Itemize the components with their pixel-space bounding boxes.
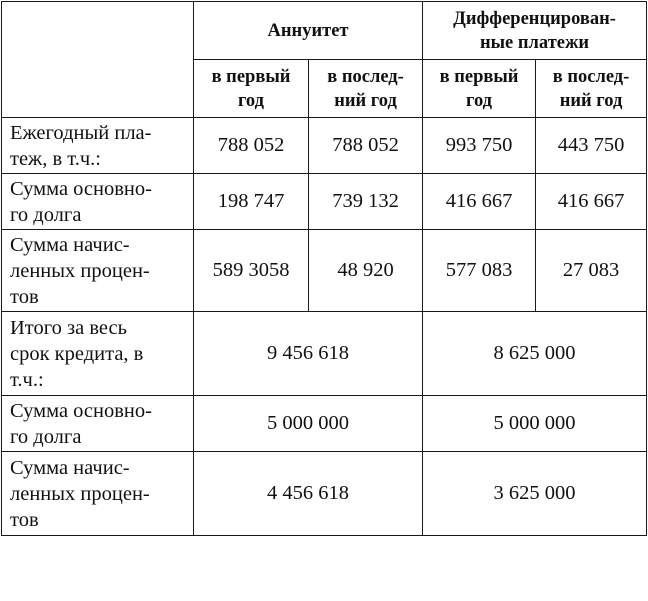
cell-annuity-first-year: 589 3058 (194, 230, 309, 312)
row-label-line: го долга (10, 203, 82, 226)
header-annuity-first-year (194, 60, 309, 118)
row-label-line: ленных процен- (10, 482, 150, 505)
cell-annuity-total: 4 456 618 (194, 452, 423, 536)
row-label (2, 452, 194, 536)
cell-differentiated-total: 8 625 000 (423, 312, 647, 396)
row-label-line: Сумма начис- (10, 456, 130, 479)
header-differentiated (423, 2, 647, 60)
row-label (2, 396, 194, 452)
header-differentiated-first-year (423, 60, 536, 118)
table-row-total-principal (2, 396, 647, 452)
loan-comparison-table (1, 1, 647, 536)
header-last-year-line2: ний год (559, 90, 623, 111)
cell-annuity-total: 9 456 618 (194, 312, 423, 396)
header-annuity-last-year (309, 60, 423, 118)
cell-annuity-first-year: 198 747 (194, 174, 309, 230)
cell-differentiated-last-year: 416 667 (536, 174, 647, 230)
table-row-interest (2, 230, 647, 312)
cell-differentiated-first-year: 416 667 (423, 174, 536, 230)
header-first-year-line2: год (466, 90, 493, 111)
table-row-principal (2, 174, 647, 230)
header-last-year-line1: в послед- (327, 66, 404, 87)
cell-differentiated-last-year: 27 083 (536, 230, 647, 312)
table-row-total-interest (2, 452, 647, 536)
row-label-line: Сумма основно- (10, 399, 152, 422)
row-label-line: срок кредита, в (10, 342, 144, 365)
row-label-line: ленных процен- (10, 259, 150, 282)
row-label (2, 230, 194, 312)
row-label-line: т.ч.: (10, 368, 44, 391)
cell-annuity-first-year: 788 052 (194, 118, 309, 174)
row-label-line: го долга (10, 425, 82, 448)
row-label-line: теж, в т.ч.: (10, 147, 101, 170)
cell-differentiated-total: 3 625 000 (423, 452, 647, 536)
header-differentiated-last-year (536, 60, 647, 118)
cell-annuity-last-year: 739 132 (309, 174, 423, 230)
header-differentiated-line1: Дифференцирован- (453, 8, 616, 29)
table-row-total (2, 312, 647, 396)
header-differentiated-line2: ные платежи (479, 32, 590, 53)
cell-differentiated-total: 5 000 000 (423, 396, 647, 452)
cell-differentiated-last-year: 443 750 (536, 118, 647, 174)
header-first-year-line2: год (237, 90, 264, 111)
row-label-line: Сумма основно- (10, 177, 152, 200)
row-label (2, 118, 194, 174)
row-label-line: Сумма начис- (10, 233, 130, 256)
header-annuity (194, 2, 423, 60)
cell-differentiated-first-year: 993 750 (423, 118, 536, 174)
cell-differentiated-first-year: 577 083 (423, 230, 536, 312)
table-row-annual-payment (2, 118, 647, 174)
row-label-line: тов (10, 508, 39, 531)
row-label-line: Ежегодный пла- (10, 121, 152, 144)
header-first-year-line1: в первый (439, 66, 519, 87)
header-annuity-text: Аннуитет (267, 20, 349, 41)
header-last-year-line2: ний год (334, 90, 397, 111)
cell-annuity-total: 5 000 000 (194, 396, 423, 452)
row-label-line: тов (10, 285, 39, 308)
header-last-year-line1: в послед- (552, 66, 630, 87)
header-corner-cell (2, 2, 194, 118)
row-label (2, 174, 194, 230)
cell-annuity-last-year: 48 920 (309, 230, 423, 312)
header-first-year-line1: в первый (211, 66, 291, 87)
cell-annuity-last-year: 788 052 (309, 118, 423, 174)
row-label (2, 312, 194, 396)
row-label-line: Итого за весь (10, 316, 127, 339)
header-row-groups (2, 2, 647, 60)
